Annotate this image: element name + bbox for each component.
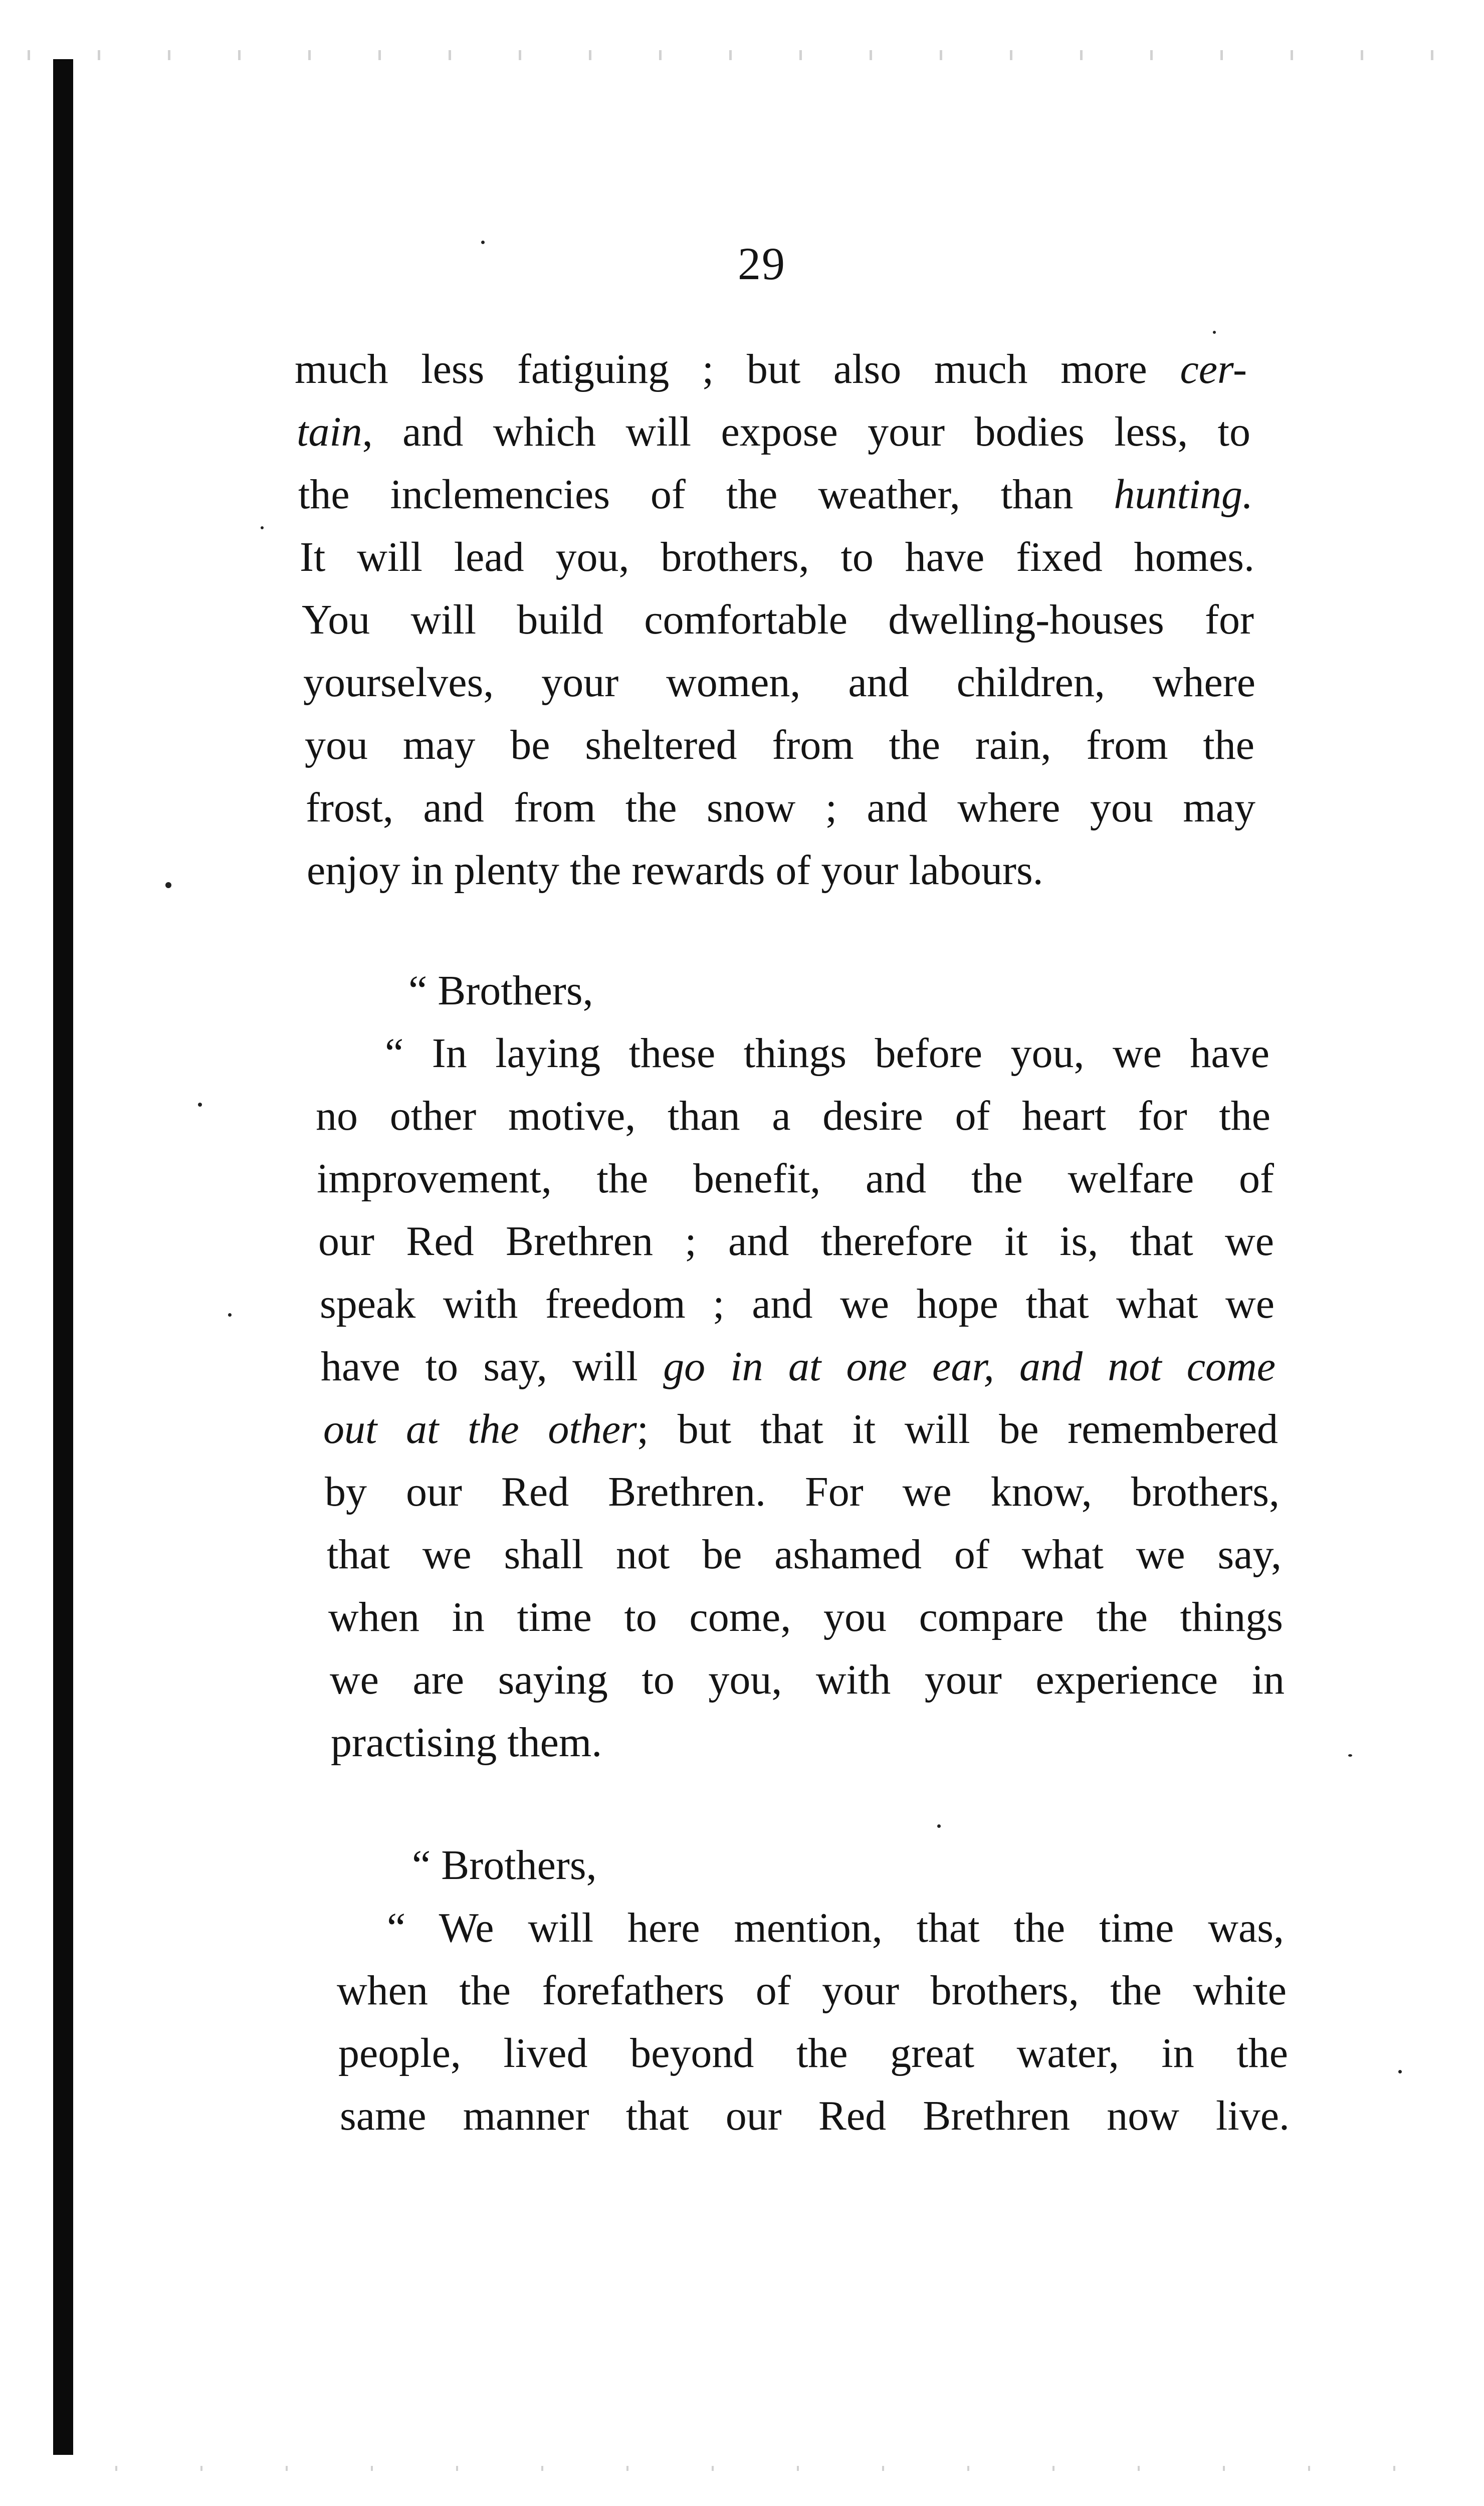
- scan-edge-noise: [0, 50, 1484, 60]
- text-line: people, lived beyond the great water, in the: [338, 2030, 1288, 2076]
- text-line: we are saying to you, with your experience in: [330, 1656, 1285, 1703]
- text-line: “ We will here mention, that the time was,: [387, 1905, 1284, 1951]
- text-line: You will build comfortable dwelling-houses for: [302, 596, 1254, 643]
- ink-speck: [261, 526, 264, 529]
- text-line: tain, and which will expose your bodies less, to: [297, 408, 1250, 455]
- text-line: that we shall not be ashamed of what we say,: [327, 1531, 1282, 1578]
- section-heading: “ Brothers,: [412, 1842, 597, 1889]
- ink-speck: [228, 1313, 232, 1317]
- ink-speck: [1398, 2070, 1402, 2073]
- text-line: when in time to come, you compare the things: [328, 1594, 1283, 1640]
- text-line: much less fatiguing ; but also much more cer-: [295, 346, 1247, 392]
- text-line: out at the other; but that it will be remembered: [323, 1406, 1278, 1452]
- ink-speck: [937, 1824, 941, 1828]
- ink-speck: [165, 882, 171, 888]
- text-line: improvement, the benefit, and the welfare of: [317, 1155, 1274, 1202]
- text-line: yourselves, your women, and children, where: [303, 659, 1255, 706]
- text-line: practising them.: [331, 1719, 602, 1766]
- text-line: you may be sheltered from the rain, from the: [305, 722, 1254, 768]
- text-line: by our Red Brethren. For we know, brothers,: [325, 1469, 1280, 1515]
- text-line: enjoy in plenty the rewards of your labours.: [307, 847, 1043, 894]
- ink-speck: [481, 241, 485, 244]
- binding-edge: [53, 59, 73, 2455]
- text-line: when the forefathers of your brothers, the white: [337, 1967, 1287, 2014]
- text-line: frost, and from the snow ; and where you may: [306, 784, 1255, 831]
- text-line: It will lead you, brothers, to have fixed homes.: [300, 534, 1254, 580]
- text-line: same manner that our Red Brethren now live.: [340, 2093, 1290, 2139]
- scan-edge-noise-bottom: [75, 2466, 1478, 2471]
- ink-speck: [1348, 1754, 1352, 1757]
- text-line: the inclemencies of the weather, than hunting.: [298, 471, 1253, 518]
- text-line: no other motive, than a desire of heart for the: [316, 1093, 1270, 1139]
- ink-speck: [1213, 331, 1216, 334]
- ink-speck: [198, 1103, 202, 1107]
- text-line: “ In laying these things before you, we have: [385, 1030, 1269, 1077]
- page-number: 29: [738, 238, 786, 289]
- text-line: speak with freedom ; and we hope that what we: [320, 1281, 1275, 1327]
- text-line: have to say, will go in at one ear, and not come: [321, 1343, 1276, 1390]
- section-heading: “ Brothers,: [408, 967, 593, 1014]
- text-line: our Red Brethren ; and therefore it is, that we: [318, 1218, 1274, 1265]
